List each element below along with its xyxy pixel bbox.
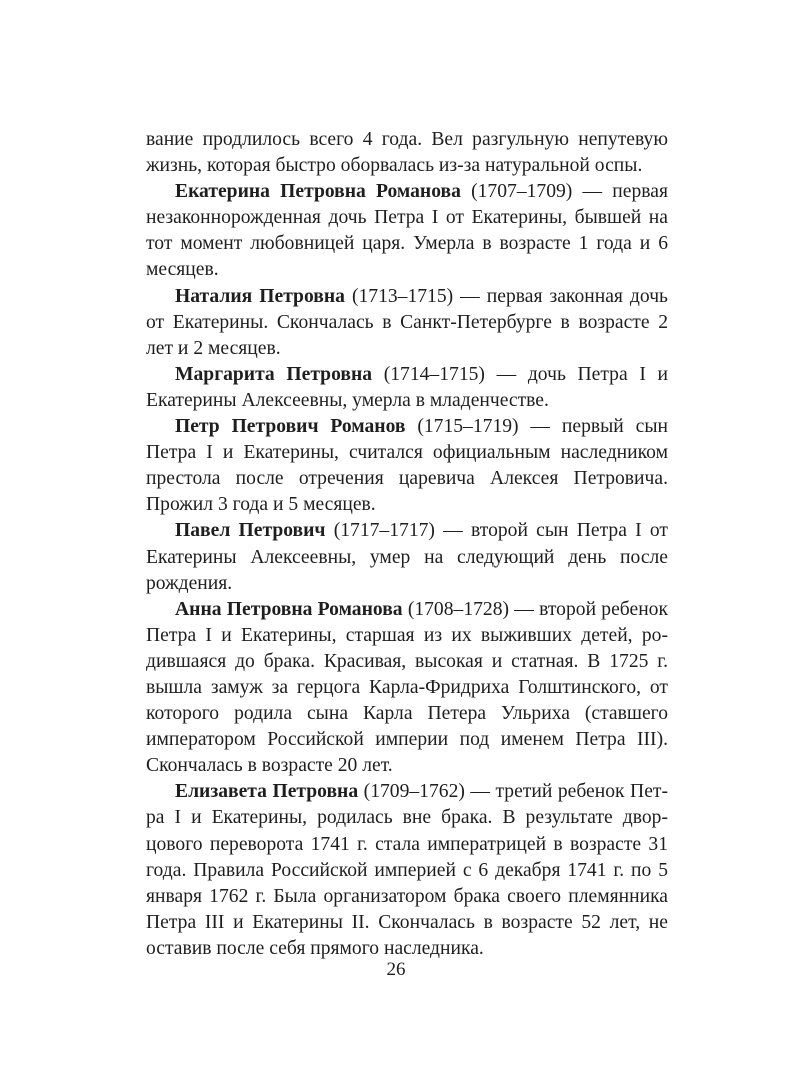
person-name: Наталия Петровна xyxy=(175,285,345,307)
person-name: Маргарита Петровна xyxy=(175,363,373,385)
person-name: Елизавета Петровна xyxy=(175,781,359,803)
person-name: Анна Петровна Романова xyxy=(175,598,403,620)
paragraph-continuation xyxy=(146,127,668,179)
paragraph-text: (1707–1709) — первая незаконнорожденная дочь Петра I от Екатерины, бывшей на тот момент любовницей царя. Умерла в возрасте 1 года и 6 месяцев. xyxy=(146,181,668,281)
person-name: Павел Петрович xyxy=(175,520,326,542)
person-name: Петр Петрович Романов xyxy=(175,416,406,438)
paragraph-text: (1708–1728) — второй ребенок Петра I и Екатерины, старшая из их выживших детей, родившаяся до брака. Красивая, высокая и статная. В 1725 г. вышла замуж за герцога Карла-Фридриха Голштинского, от которого родила сына Карла Петера Ульриха (ставшего императором Российской империи под именем Петра III). Скончалась в возрасте 20 лет. xyxy=(146,598,668,777)
paragraph-text: (1714–1715) — дочь Петра I и Екатерины Алексеевны, умерла в младенчестве. xyxy=(146,363,668,411)
person-name: Екатерина Петровна Романова xyxy=(175,181,461,203)
paragraph-ekaterina xyxy=(146,179,668,283)
paragraph-pavel xyxy=(146,518,668,596)
paragraph-text: (1709–1762) — третий ребенок Петра I и Екатерины, родилась вне брака. В результате дворцового переворота 1741 г. стала императрицей в возрасте 31 года. Правила Российской империей с 6 декабря 1741 г. по 5 января 1762 г. Была организатором брака своего племянника Петра III и Екатерины II. Скончалась в возрасте 52 лет, не оставив после себя прямого наследника. xyxy=(146,781,668,959)
paragraph-margarita xyxy=(146,362,668,414)
paragraph-text: (1713–1715) — первая законная дочь от Екатерины. Скончалась в Санкт-Петербурге в возрасте 2 лет и 2 месяцев. xyxy=(146,285,668,359)
body-text xyxy=(146,127,668,962)
paragraph-text: (1715–1719) — первый сын Петра I и Екатерины, считался официальным наследником престола после отречения царевича Алексея Петровича. Прожил 3 года и 5 месяцев. xyxy=(146,416,668,516)
paragraph-elizaveta xyxy=(146,779,668,962)
paragraph-petr xyxy=(146,414,668,518)
page-number: 26 xyxy=(386,959,406,980)
paragraph-text: (1717–1717) — второй сын Петра I от Екатерины Алексеевны, умер на следующий день после рождения. xyxy=(146,520,668,594)
paragraph-text: вание продлилось всего 4 года. Вел разгульную непутевую жизнь, которая быстро оборвалась из-за натуральной оспы. xyxy=(146,129,668,177)
paragraph-anna xyxy=(146,597,668,780)
paragraph-natalia xyxy=(146,284,668,362)
